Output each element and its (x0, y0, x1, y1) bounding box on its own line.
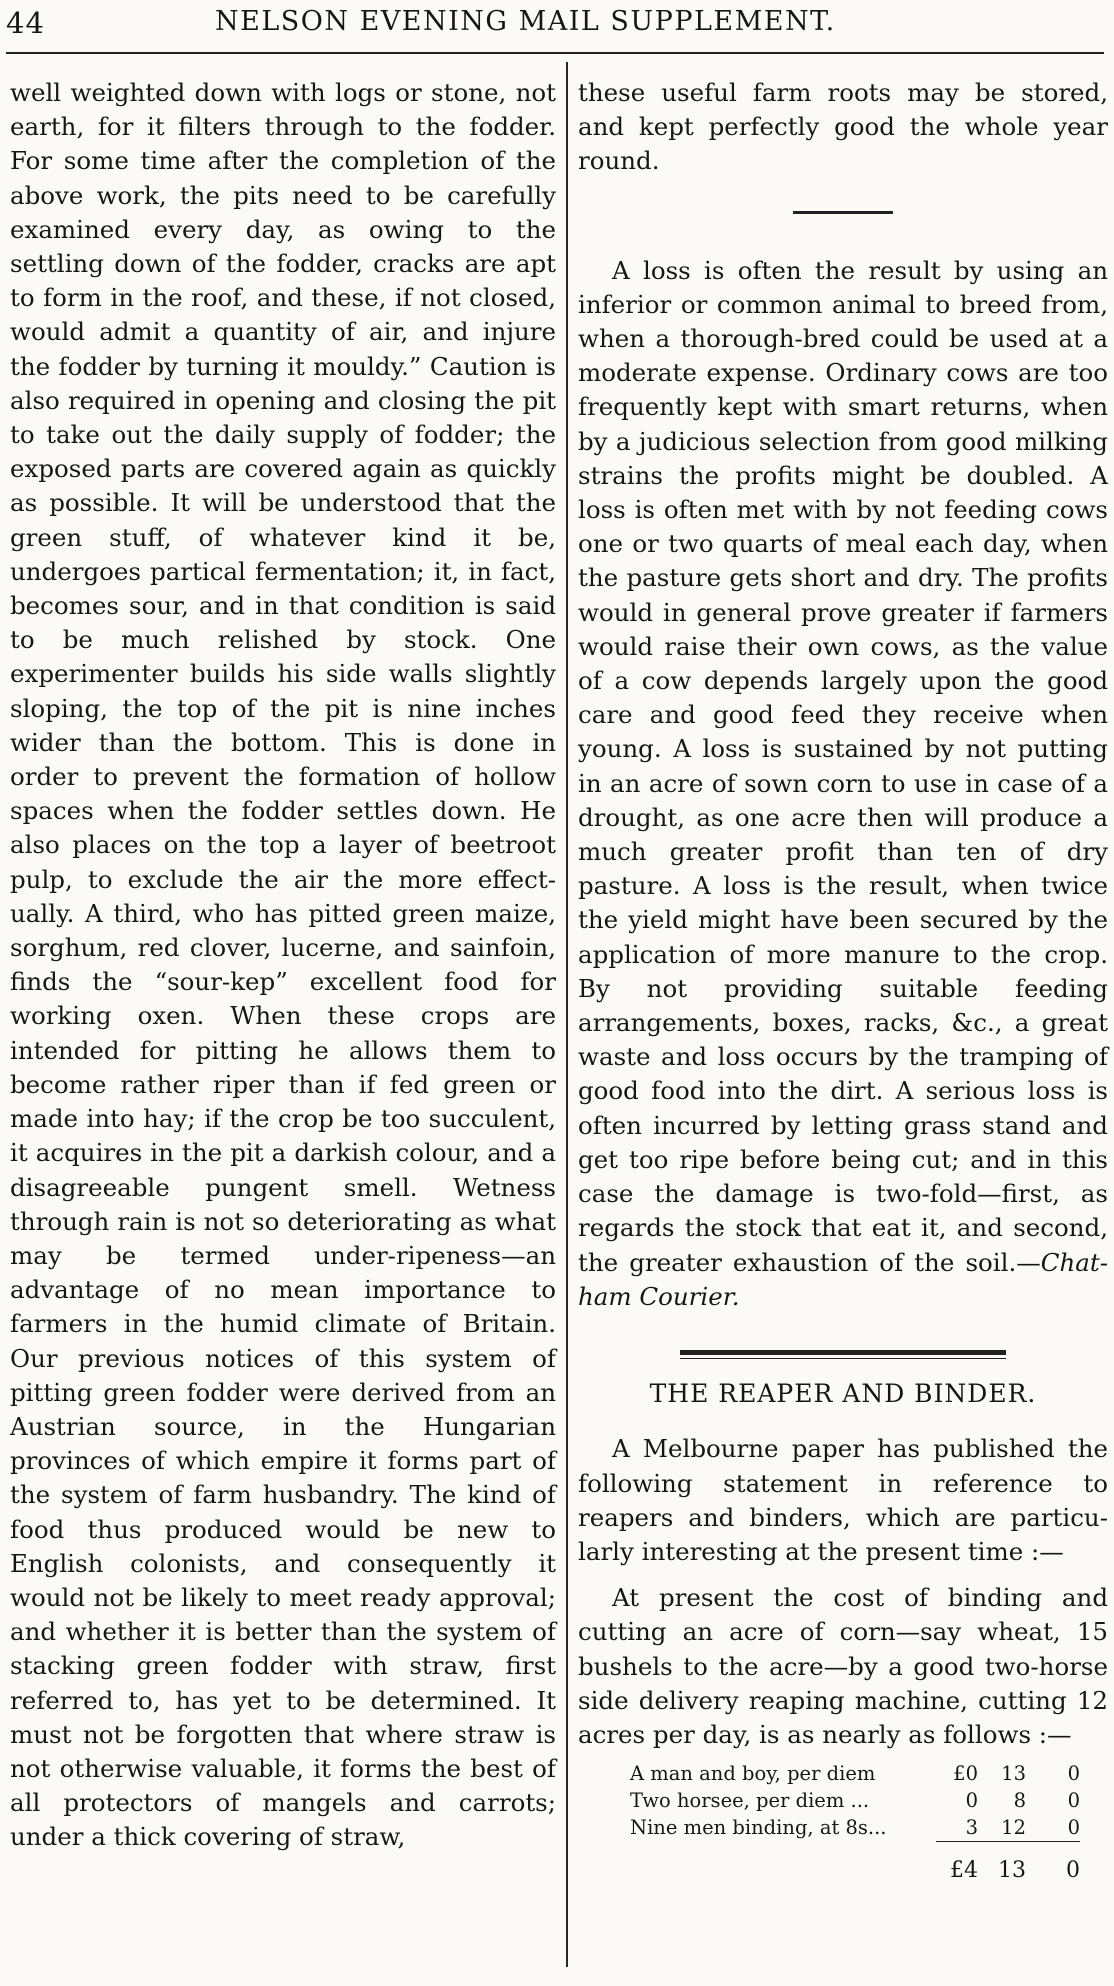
reaper-body: At present the cost of binding and cutting an acre of corn—say wheat, 15 bushels to the acre—by a good two-horse side delivery reaping machine, cutting 12 acres per day, is as nearly as follows :— (578, 1583, 1108, 1750)
article-source: Chatham Courier. (578, 1247, 1108, 1311)
separator-thick-line (680, 1350, 1006, 1355)
fodder-article-continuation: well weighted down with logs or stone, not earth, for it filters through to the fodder. For some time after the completion of the above work, the pits need to be carefully examined every day, as owing to the settling down of the fodder, cracks are apt to form in the roof, and these, if not closed, would admit a quantity of air, and injure the fodder by turning it mouldy.” Caution is also required in opening and closing the pit to take out the daily supply of fodder; the exposed parts are covered again as quickly as possible. It will be understood that the green stuff, of whatever kind it be, undergoes partical fermentation; it, in fact, becomes sour, and in that condition is said to be much relished by stock. One experimenter builds his side walls slightly sloping, the top of the pit is nine inches wider than the bottom. This is done in order to prevent the formation of hollow spaces when the fodder settles down. He also places on the top a layer of beetroot pulp, to exclude the air the more effectually. A third, who has pitted green maize, sorghum, red clover, lucerne, and sainfoin, finds the “sour-kep” excellent food for working oxen. When these crops are intended for pitting he allows them to become rather riper than if fed green or made into hay; if the crop be too succulent, it acquires in the pit a darkish colour, and a disagreeable pungent smell. Wetness through rain is not so deteriorating as what may be termed under-ripeness—an advantage of no mean importance to farmers in the humid climate of Britain. Our previous notices of this system of pitting green fodder were derived from an Austrian source, in the Hungarian provinces of which empire it forms part of the system of farm husbandry. The kind of food thus produced would be new to English colonists, and consequently it would not be likely to meet ready approval; and whether it is better than the system of stacking green fodder with straw, first referred to, has yet to be determined. It must not be forgotten that where straw is not otherwise valuable, it forms the best of all protectors of mangels and carrots; under a thick covering of straw, (10, 78, 556, 1852)
total-pence: 0 (1066, 1858, 1080, 1884)
cost-item: Nine men binding, at 8s... (630, 1816, 887, 1840)
page-number: 44 (6, 6, 45, 40)
farm-losses-text: A loss is often the result by using an inferior or common animal to breed from, when a thorough-bred could be used at a moderate expense. Ordinary cows are too frequently kept with smart returns, when by a judicious selection from good milking strains the profits might be doubled. A loss is often met with by not feeding cows one or two quarts of meal each day, when the pasture gets short and dry. The profits would in general prove greater if farmers would raise their own cows, as the value of a cow depends largely upon the good care and good feed they receive when young. A loss is sustained by not putting in an acre of sown corn to use in case of a drought, as one acre then will produce a much greater profit than ten of dry pasture. A loss is the result, when twice the yield might have been secured by the application of more manure to the crop. By not providing suitable feeding arrangements, boxes, racks, &c., a great waste and loss occurs by the tramping of good food into the dirt. A serious loss is often incurred by letting grass stand and get too ripe before being cut; and in this case the damage is two-fold—first, as regards the stock that eat it, and second, the greater exhaustion of the soil.— (578, 255, 1108, 1277)
farm-losses-article (578, 254, 1108, 1314)
table-row (630, 1787, 1080, 1814)
total-pounds: £4 (950, 1858, 978, 1884)
cost-shillings: 12 (1001, 1816, 1026, 1840)
reaper-intro: A Melbourne paper has published the following statement in reference to reapers and binders, which are particularly interesting at the present time :— (578, 1434, 1108, 1567)
cost-pounds: £0 (953, 1762, 978, 1786)
masthead-rule (6, 52, 1104, 54)
cost-pence: 0 (1067, 1789, 1080, 1813)
cost-table (630, 1760, 1080, 1884)
total-shillings: 13 (998, 1858, 1026, 1884)
cost-item: Two horsee, per diem ... (630, 1789, 870, 1813)
cost-item: A man and boy, per diem (630, 1762, 876, 1786)
left-column (10, 76, 556, 1855)
reaper-heading: THE REAPER AND BINDER. (649, 1379, 1037, 1409)
right-column (578, 76, 1108, 1884)
table-row (630, 1814, 1080, 1841)
publication-title: NELSON EVENING MAIL SUPPLEMENT. (215, 6, 836, 37)
total-row (630, 1842, 1080, 1884)
section-separator (680, 1350, 1006, 1360)
article-separator (793, 211, 893, 214)
cost-pounds: 3 (965, 1816, 978, 1840)
masthead (0, 0, 1114, 50)
table-row (630, 1760, 1080, 1787)
cost-pence: 0 (1067, 1762, 1080, 1786)
column-divider (566, 62, 568, 1967)
cost-shillings: 8 (1013, 1789, 1026, 1813)
cost-pence: 0 (1067, 1816, 1080, 1840)
separator-thin-line (680, 1358, 1006, 1360)
cost-shillings: 13 (1001, 1762, 1026, 1786)
cost-pounds: 0 (965, 1789, 978, 1813)
fodder-article-end: these useful farm roots may be stored, and kept perfectly good the whole year round. (578, 78, 1108, 176)
